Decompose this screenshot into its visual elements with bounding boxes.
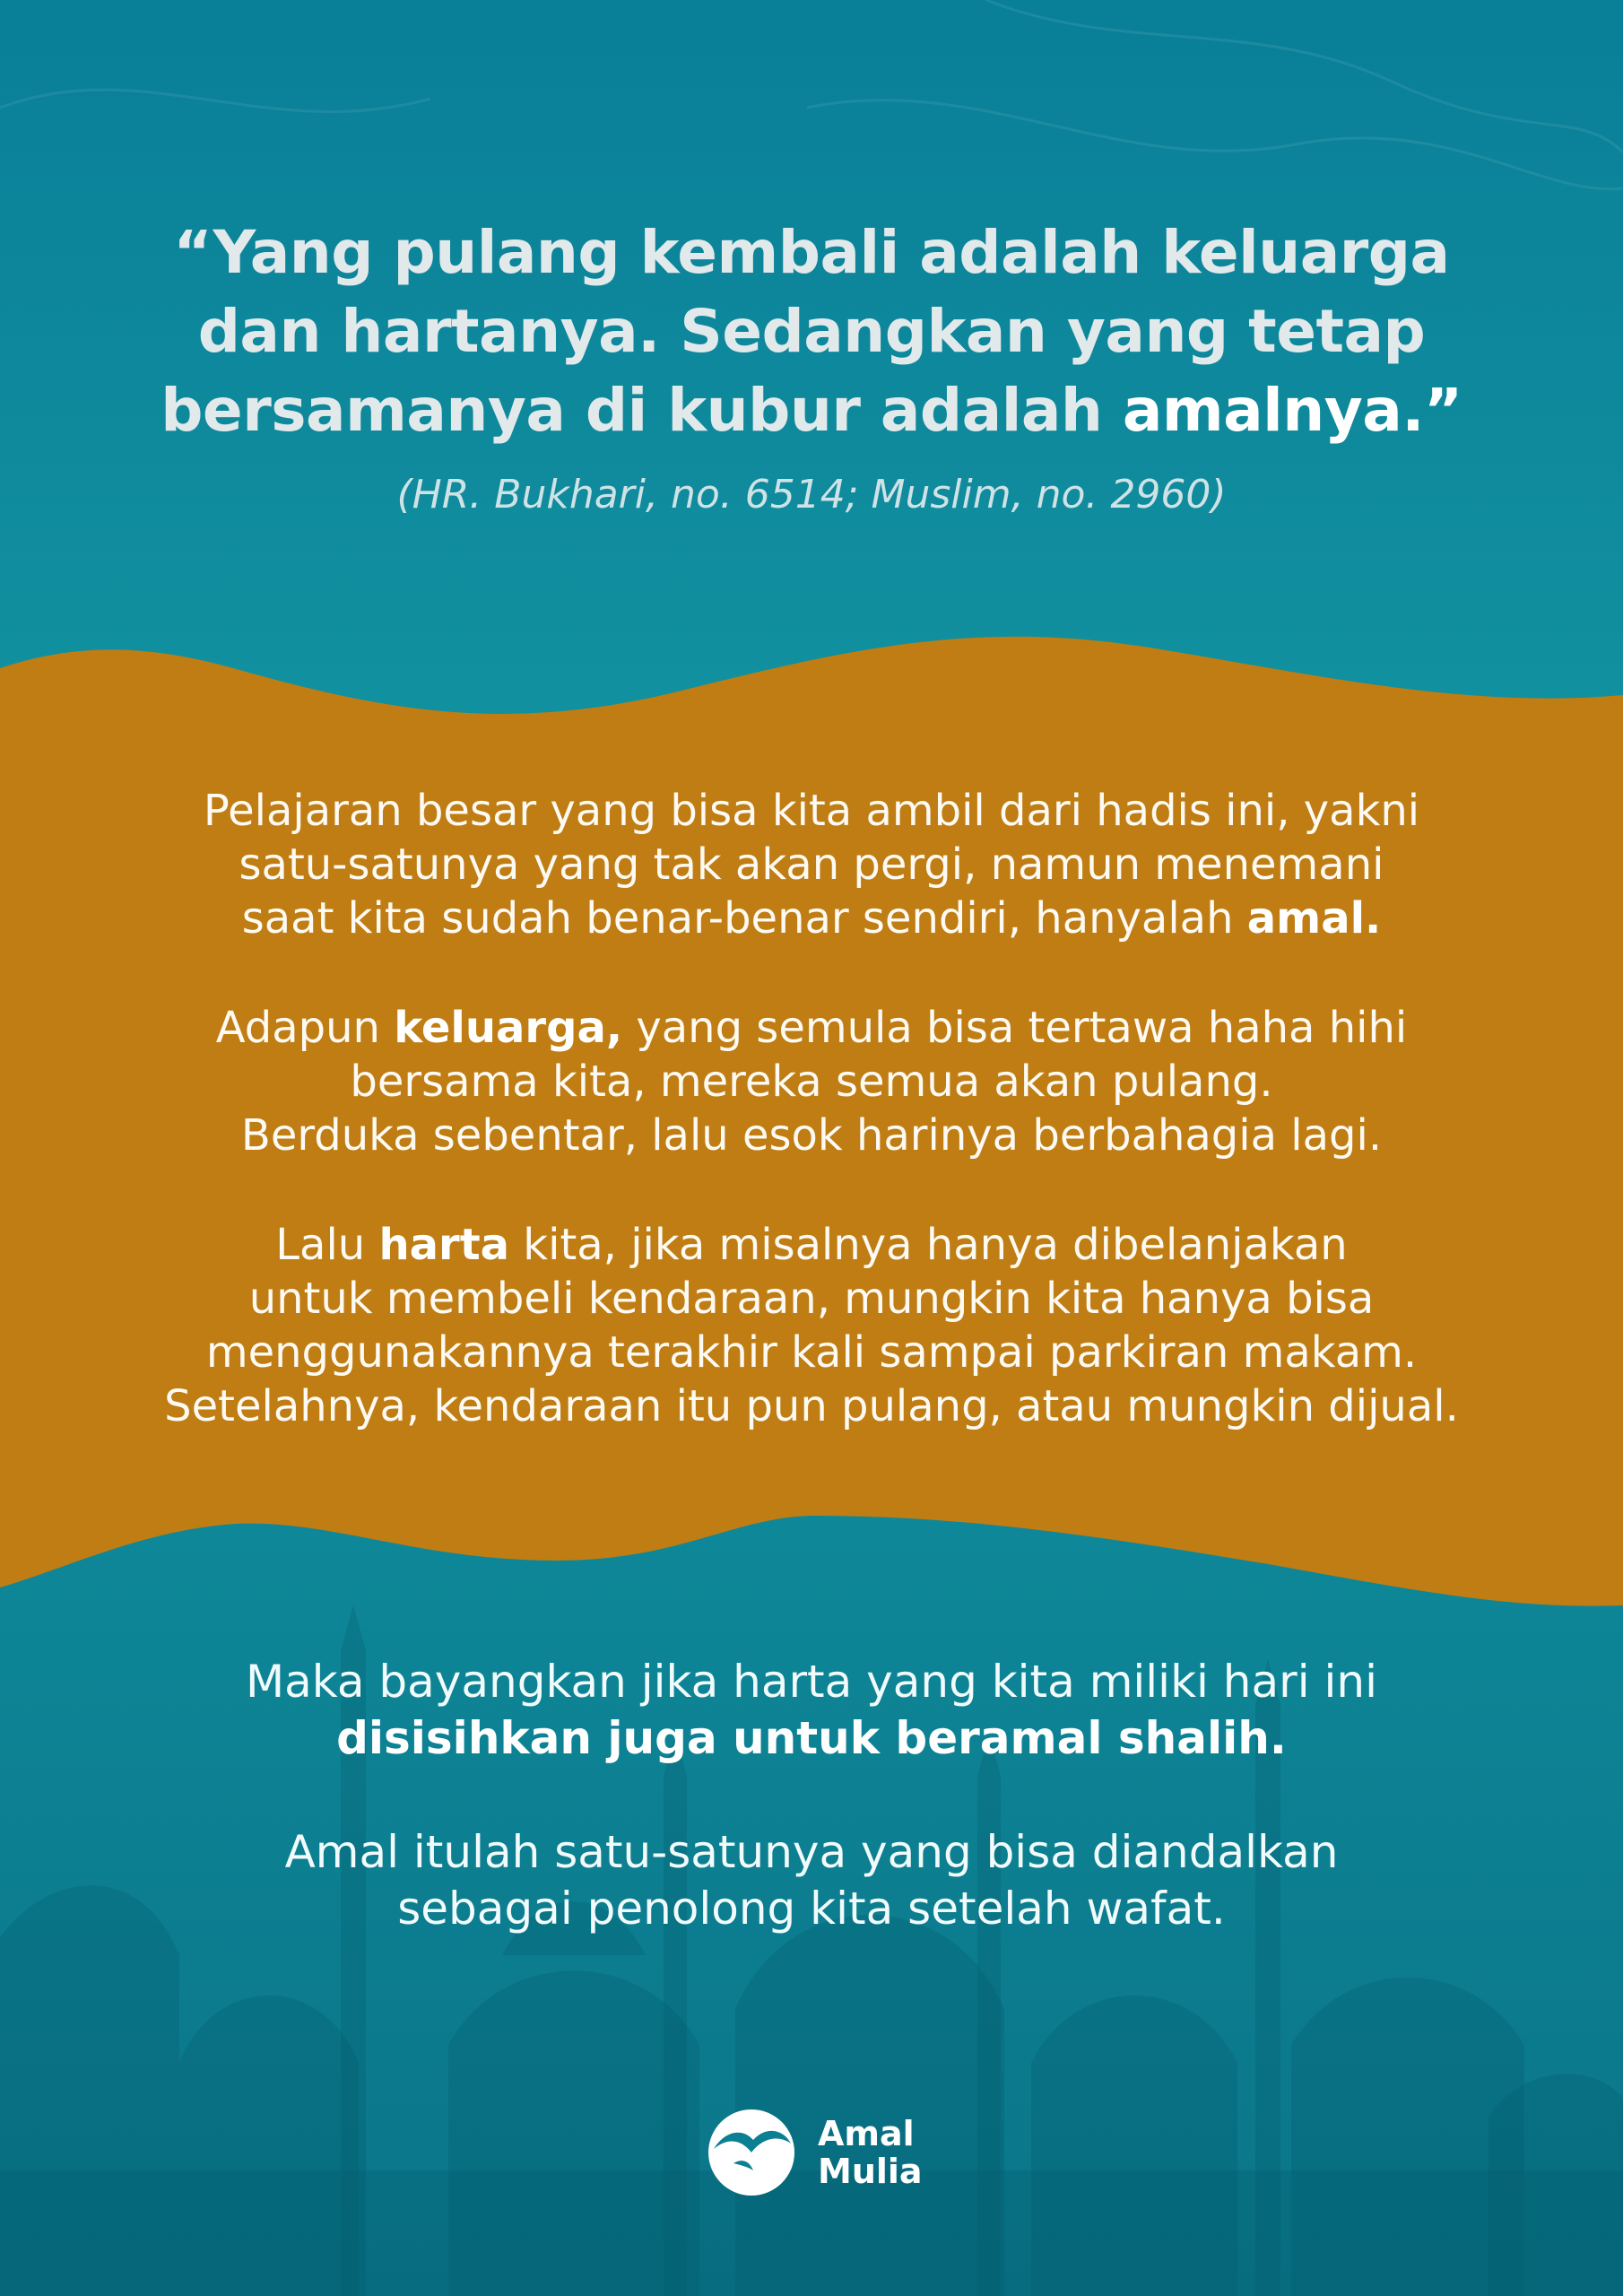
lesson-p3-line-2: untuk membeli kendaraan, mungkin kita hanya bisa <box>248 1274 1375 1324</box>
lesson-p2-line-2: bersama kita, mereka semua akan pulang. <box>350 1057 1273 1107</box>
lesson-p1-line-3-text: saat kita sudah benar-benar sendiri, hanyalah <box>241 893 1247 944</box>
quote-line-3-text: bersamanya di kubur adalah <box>161 376 1123 445</box>
quote-line-2: dan hartanya. Sedangkan yang tetap <box>197 297 1426 366</box>
closing-paragraph-2 <box>0 1824 1623 1937</box>
lesson-paragraph-3 <box>0 1218 1623 1433</box>
quote-line-3 <box>0 371 1623 450</box>
amal-mulia-logo-icon <box>707 2108 796 2197</box>
lesson-p3-line-4: Setelahnya, kendaraan itu pun pulang, atau mungkin dijual. <box>164 1381 1459 1431</box>
amal-mulia-logo <box>707 2104 922 2203</box>
closing-text <box>0 1654 1623 1937</box>
lesson-text <box>0 784 1623 1433</box>
lesson-p3-line-1 <box>0 1218 1623 1272</box>
hadith-quote <box>0 213 1623 450</box>
lesson-p2-line-3: Berduka sebentar, lalu esok harinya berbahagia lagi. <box>240 1110 1383 1161</box>
emphasis-harta: harta <box>378 1220 510 1270</box>
emphasis-amal: amal. <box>1246 893 1382 944</box>
closing-p1-line-2 <box>0 1710 1623 1767</box>
lesson-paragraph-1 <box>0 784 1623 945</box>
logo-wordmark <box>818 2115 923 2190</box>
decorative-swirls <box>0 0 1623 189</box>
quote-highlight: amalnya.” <box>1122 376 1462 445</box>
lesson-p1-line-3 <box>0 891 1623 945</box>
closing-p2-line-1: Amal itulah satu-satunya yang bisa diandalkan <box>284 1826 1339 1878</box>
emphasis-beramal-shalih: disisihkan juga untuk beramal shalih. <box>336 1712 1287 1764</box>
lesson-p3-line-1-post: kita, jika misalnya hanya dibelanjakan <box>509 1220 1348 1270</box>
lesson-p2-line-1-post: yang semula bisa tertawa haha hihi <box>622 1003 1408 1053</box>
hadith-citation: (HR. Bukhari, no. 6514; Muslim, no. 2960) <box>396 472 1227 517</box>
emphasis-keluarga: keluarga, <box>394 1003 623 1053</box>
lesson-p2-line-1 <box>0 1001 1623 1055</box>
logo-line-1: Amal <box>818 2114 915 2153</box>
logo-line-2: Mulia <box>818 2152 923 2191</box>
lesson-p3-line-1-pre: Lalu <box>275 1220 379 1270</box>
closing-paragraph-1 <box>0 1654 1623 1767</box>
lesson-paragraph-2 <box>0 1001 1623 1162</box>
lesson-p1-line-1: Pelajaran besar yang bisa kita ambil dari hadis ini, yakni <box>203 786 1420 836</box>
lesson-p2-line-1-pre: Adapun <box>215 1003 395 1053</box>
closing-p2-line-2: sebagai penolong kita setelah wafat. <box>397 1883 1226 1935</box>
lesson-p1-line-2: satu-satunya yang tak akan pergi, namun menemani <box>239 839 1384 890</box>
closing-p1-line-1: Maka bayangkan jika harta yang kita miliki hari ini <box>246 1656 1377 1708</box>
lesson-p3-line-3: menggunakannya terakhir kali sampai parkiran makam. <box>205 1327 1418 1378</box>
quote-line-1: “Yang pulang kembali adalah keluarga <box>173 218 1450 287</box>
